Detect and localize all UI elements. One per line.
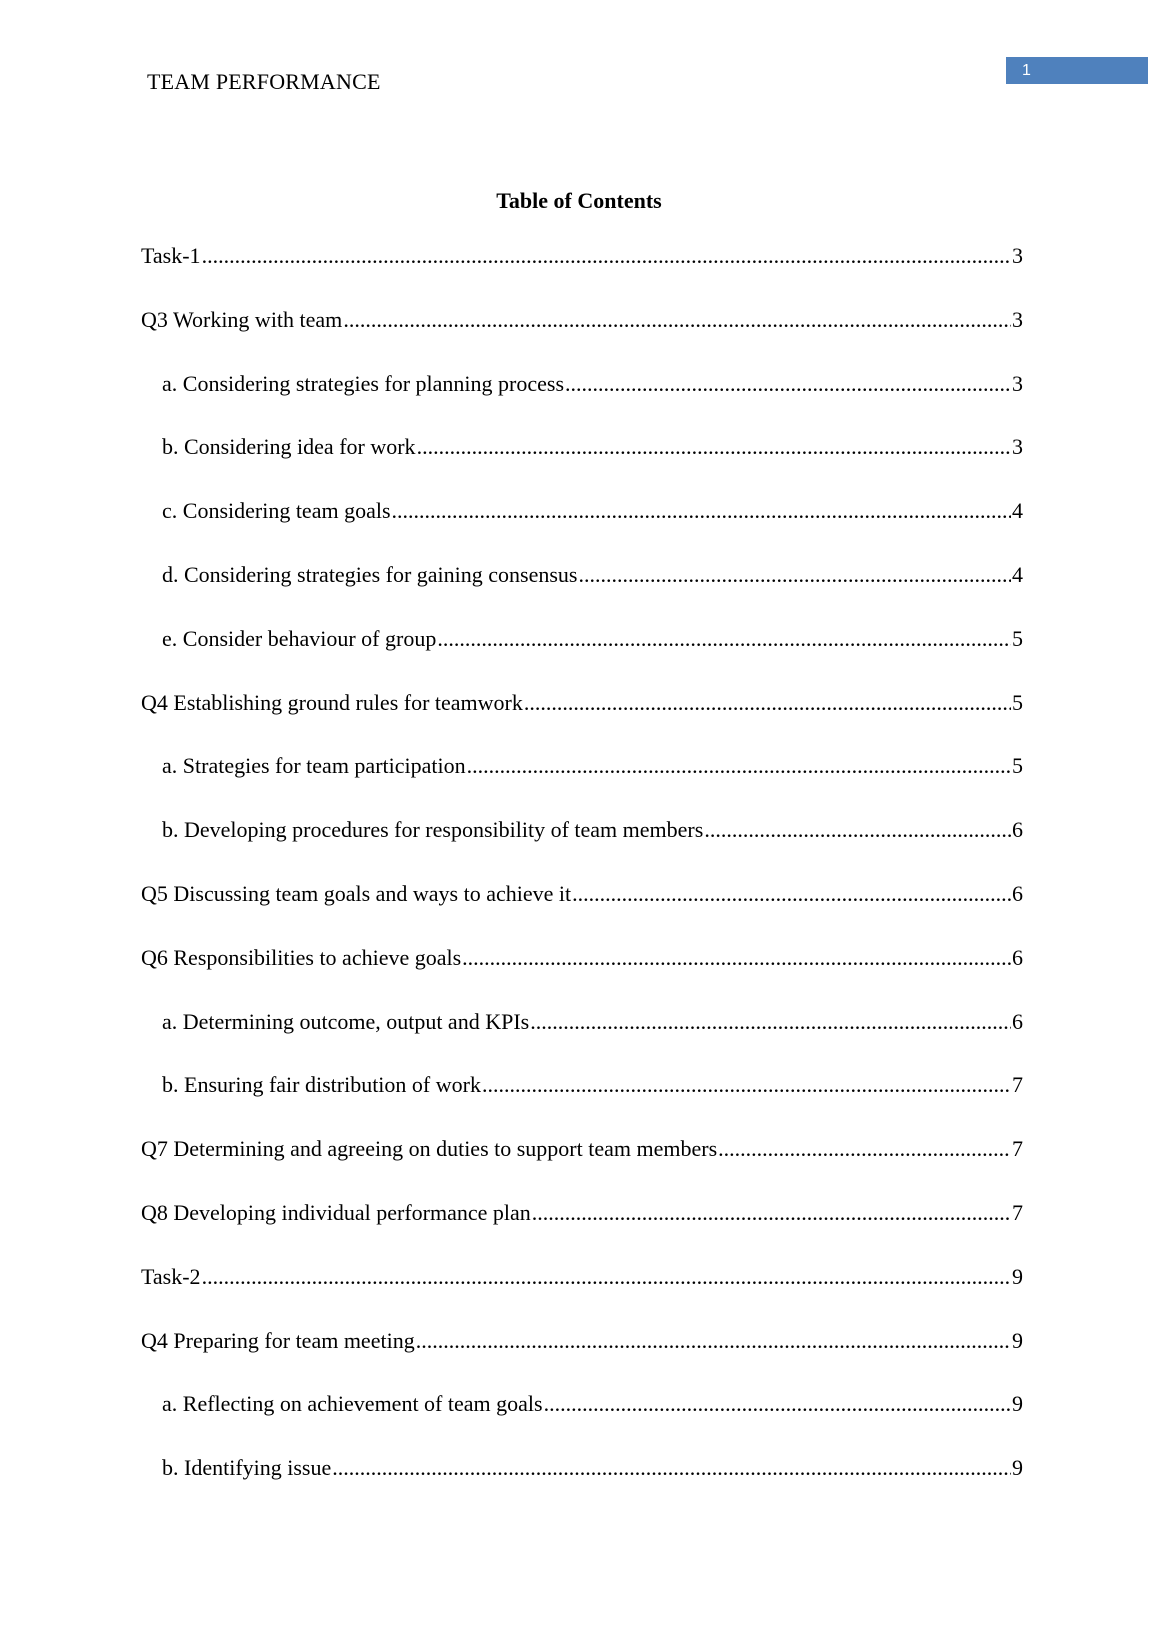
toc-entry-label: b. Identifying issue [162,1455,332,1481]
toc-entry-page: 6 [1012,817,1023,843]
toc-entry-page: 9 [1012,1263,1023,1289]
toc-entry-label: b. Considering idea for work [162,434,416,460]
toc-dot-leader [704,814,1011,846]
running-head: TEAM PERFORMANCE [147,69,381,94]
toc-entry-label: a. Determining outcome, output and KPIs [162,1008,530,1034]
toc-list [141,240,1023,1516]
toc-dot-leader [437,623,1011,655]
toc-entry-page: 3 [1012,434,1023,460]
toc-entry-label: b. Ensuring fair distribution of work [162,1072,481,1098]
toc-entry[interactable] [141,814,1023,878]
toc-dot-leader [718,1133,1011,1165]
toc-entry-label: Task-1 [141,243,201,268]
toc-dot-leader [467,750,1011,782]
toc-entry-page: 7 [1012,1199,1023,1225]
toc-entry-label: b. Developing procedures for responsibility of team members [162,817,704,843]
toc-entry-page: 5 [1012,689,1023,715]
toc-entry-page: 3 [1012,370,1023,396]
toc-entry[interactable] [141,495,1023,559]
toc-entry-label: Q3 Working with team [141,306,343,332]
toc-entry-page: 6 [1012,1008,1023,1034]
toc-entry-label: Q8 Developing individual performance plan [141,1199,531,1225]
toc-dot-leader [416,1325,1011,1357]
toc-dot-leader [544,1388,1011,1420]
toc-dot-leader [332,1452,1011,1484]
toc-entry-page: 9 [1012,1327,1023,1353]
toc-entry-label: e. Consider behaviour of group [162,625,437,651]
toc-entry-label: c. Considering team goals [162,498,391,524]
toc-heading: Table of Contents [496,188,662,213]
toc-dot-leader [343,304,1011,336]
toc-entry-label: d. Considering strategies for gaining consensus [162,561,578,587]
toc-entry[interactable] [141,1325,1023,1389]
toc-entry-page: 7 [1012,1136,1023,1162]
toc-entry-page: 4 [1012,561,1023,587]
toc-entry[interactable] [141,1452,1023,1516]
toc-entry-label: a. Strategies for team participation [162,753,466,779]
toc-entry-page: 4 [1012,498,1023,524]
toc-entry-label: a. Reflecting on achievement of team goals [162,1391,543,1417]
toc-entry-label: Q4 Preparing for team meeting [141,1327,415,1353]
toc-entry[interactable] [141,623,1023,687]
toc-entry-page: 6 [1012,880,1023,906]
toc-dot-leader [202,240,1011,272]
toc-entry[interactable] [141,1069,1023,1133]
toc-entry[interactable] [141,942,1023,1006]
toc-dot-leader [462,942,1011,974]
toc-dot-leader [202,1261,1011,1293]
toc-entry-label: a. Considering strategies for planning process [162,370,565,396]
toc-entry[interactable] [141,1388,1023,1452]
toc-entry-label: Task-2 [141,1263,201,1289]
toc-entry-label: Q4 Establishing ground rules for teamwork [141,689,523,715]
toc-entry-label: Q7 Determining and agreeing on duties to support team members [141,1136,718,1162]
toc-dot-leader [572,878,1011,910]
toc-entry-label: Q6 Responsibilities to achieve goals [141,944,462,970]
toc-entry[interactable] [141,1133,1023,1197]
toc-entry-page: 5 [1012,625,1023,651]
toc-dot-leader [579,559,1012,591]
toc-entry-page: 3 [1012,306,1023,332]
toc-dot-leader [532,1197,1011,1229]
page-number-badge: 1 [1006,57,1148,84]
toc-entry[interactable] [141,878,1023,942]
toc-dot-leader [482,1069,1011,1101]
toc-entry[interactable] [141,750,1023,814]
toc-entry[interactable] [141,1261,1023,1325]
toc-entry-page: 6 [1012,944,1023,970]
toc-entry-page: 5 [1012,753,1023,779]
toc-entry[interactable] [141,559,1023,623]
toc-entry[interactable] [141,368,1023,432]
toc-dot-leader [392,495,1011,527]
toc-entry[interactable] [141,1006,1023,1070]
toc-dot-leader [530,1006,1011,1038]
toc-dot-leader [524,687,1011,719]
toc-entry-page: 3 [1012,243,1023,268]
toc-dot-leader [565,368,1011,400]
toc-entry[interactable] [141,687,1023,751]
toc-entry-page: 9 [1012,1455,1023,1481]
toc-entry[interactable] [141,1197,1023,1261]
toc-entry[interactable] [141,431,1023,495]
toc-entry-page: 7 [1012,1072,1023,1098]
toc-entry-page: 9 [1012,1391,1023,1417]
toc-entry[interactable] [141,240,1023,304]
toc-entry-label: Q5 Discussing team goals and ways to achieve it [141,880,572,906]
toc-dot-leader [417,431,1011,463]
toc-entry[interactable] [141,304,1023,368]
